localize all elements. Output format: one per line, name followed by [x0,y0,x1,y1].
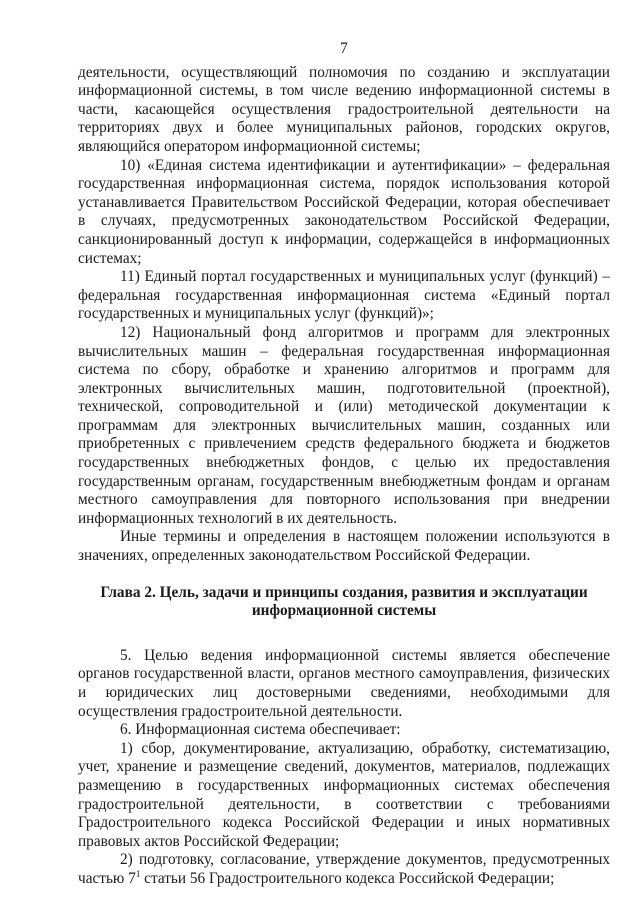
paragraph-item-11: 11) Единый портал государственных и муниципальных услуг (функций) – федеральная государственная информационная система «Единый портал государственных и муниципальных услуг (функций)»; [78,268,610,323]
paragraph-other-terms: Иные термины и определения в настоящем положении используются в значениях, определенных законодательством Российской Федерации. [78,528,610,565]
paragraph-operator-definition: деятельности, осуществляющий полномочия по созданию и эксплуатации информационной системы, в том числе ведению информационной системы в части, касающейся осуществления градостроительной деятельности на территориях двух и более муниципальных районов, городских округов, являющийся оператором информационной системы; [78,63,610,155]
paragraph-item-12: 12) Национальный фонд алгоритмов и программ для электронных вычислительных машин – федеральная государственная информационная система по сбору, обработке и хранению алгоритмов и программ для электронных вычислительных машин, подготовительной (проектной), технической, сопроводительной и (или) методической документации к программам для электронных вычислительных машин, созданных или приобретенных с привлечением средств федерального бюджета и бюджетов государственных внебюджетных фондов, с целью их предоставления государственным органам, государственным внебюджетным фондам и органам местного самоуправления для повторного использования при внедрении информационных технологий в их деятельность. [78,323,610,527]
subitem-2-text-end: статьи 56 Градостроительного кодекса Российской Федерации; [140,869,555,887]
paragraph-subitem-2 [78,851,610,888]
page-number: 7 [340,40,348,57]
chapter-heading: Глава 2. Цель, задачи и принципы создания, развития и эксплуатации информационной системы [100,583,588,620]
paragraph-item-10: 10) «Единая система идентификации и аутентификации» – федеральная государственная информационная система, порядок использования которой устанавливается Правительством Российской Федерации, которая обеспечивает в случаях, предусмотренных законодательством Российской Федерации, санкционированный доступ к информации, содержащейся в информационных системах; [78,156,610,267]
subitem-2-text-start: 2) подготовку, согласование, утверждение документов, предусмотренных частью 7 [78,851,610,887]
superscript-index: 1 [135,868,141,879]
paragraph-subitem-1: 1) сбор, документирование, актуализацию, обработку, систематизацию, учет, хранение и размещение сведений, документов, материалов, подлежащих размещению в государственных информационных системах обеспечения градостроительной деятельности, в соответствии с требованиями Градостроительного кодекса Российской Федерации и иных нормативных правовых актов Российской Федерации; [78,739,610,850]
paragraph-point-5: 5. Целью ведения информационной системы является обеспечение органов государственной власти, органов местного самоуправления, физических и юридических лиц достоверными сведениями, необходимыми для осуществления градостроительной деятельности. [78,646,610,720]
paragraph-point-6: 6. Информационная система обеспечивает: [120,721,401,739]
document-page [78,40,610,889]
